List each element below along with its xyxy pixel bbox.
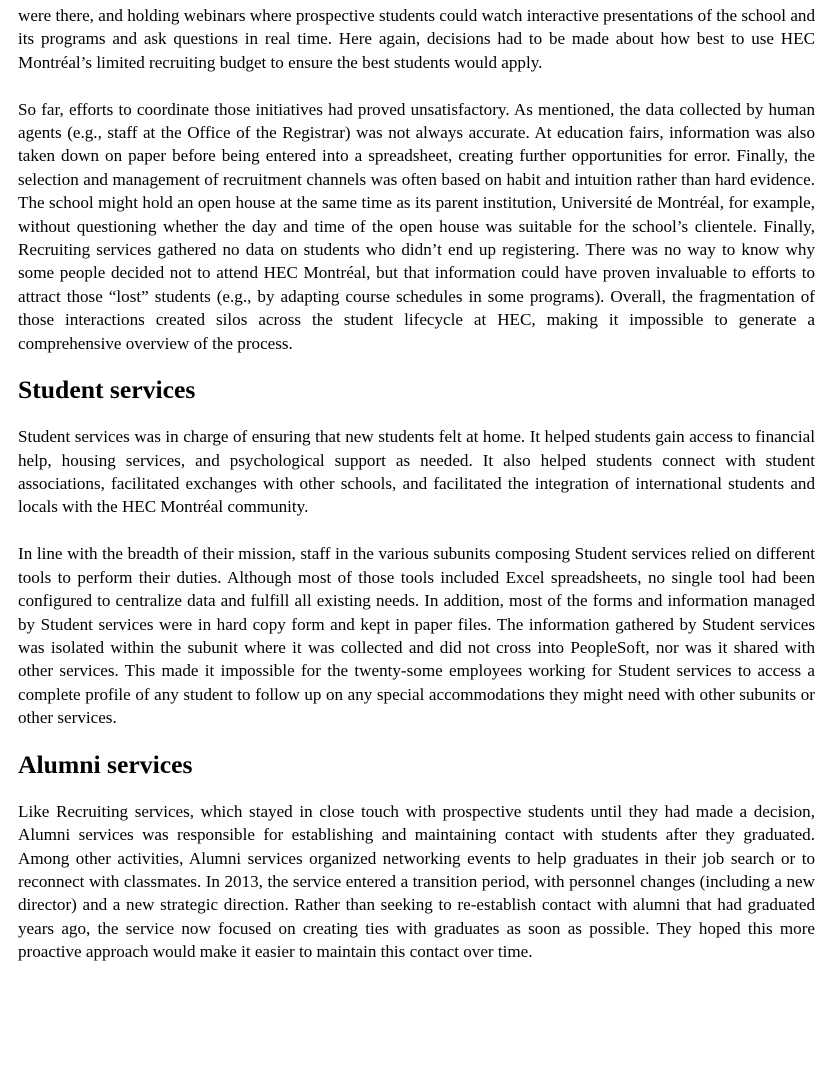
- paragraph-student-services-tools: In line with the breadth of their mission, staff in the various subunits composing Student services relied on different tools to perform their duties. Although most of those tools included Excel spreadsheets, no single tool had been configured to centralize data and fulfill all existing needs. In addition, most of the forms and information managed by Student services were in hard copy form and kept in paper files. The information gathered by Student services was isolated within the subunit where it was collected and did not cross into PeopleSoft, nor was it shared with other services. This made it impossible for the twenty-some employees working for Student services to access a complete profile of any student to follow up on any special accommodations they might need with other subunits or other services.: [18, 544, 815, 728]
- heading-student-services: Student services: [18, 375, 196, 405]
- paragraph-spacer: [18, 74, 815, 97]
- paragraph-recruiting-coordination: So far, efforts to coordinate those initiatives had proved unsatisfactory. As mentioned, the data collected by human agents (e.g., staff at the Office of the Registrar) was not always accurate. At education fairs, information was also taken down on paper before being entered into a spreadsheet, creating further opportunities for error. Finally, the selection and management of recruitment channels was often based on habit and intuition rather than hard evidence. The school might hold an open house at the same time as its parent institution, Université de Montréal, for example, without questioning whether the day and time of the open house was suitable for the school’s clientele. Finally, Recruiting services gathered no data on students who didn’t end up registering. There was no way to know why some people decided not to attend HEC Montréal, but that information could have proven invaluable to efforts to attract those “lost” students (e.g., by adapting course schedules in some programs). Overall, the fragmentation of those interactions created silos across the student lifecycle at HEC, making it impossible to generate a comprehensive overview of the process.: [18, 99, 815, 353]
- paragraph-recruiting-webinars: were there, and holding webinars where prospective students could watch interactive presentations of the school and its programs and ask questions in real time. Here again, decisions had to be made about how best to use HEC Montréal’s limited recruiting budget to ensure the best students would apply.: [18, 6, 815, 72]
- paragraph-spacer: [18, 776, 815, 799]
- paragraph-student-services-mission: Student services was in charge of ensuring that new students felt at home. It helped students gain access to financial help, housing services, and psychological support as needed. It also helped students connect with student associations, facilitated exchanges with other schools, and facilitated the integration of international students and locals with the HEC Montréal community.: [18, 427, 815, 517]
- paragraph-spacer: [18, 519, 815, 542]
- heading-alumni-services: Alumni services: [18, 749, 193, 779]
- paragraph-alumni-services-contact: Like Recruiting services, which stayed in close touch with prospective students until they had made a decision, Alumni services was responsible for establishing and maintaining contact with students after they graduated. Among other activities, Alumni services organized networking events to help graduates in their job search or to reconnect with classmates. In 2013, the service entered a transition period, with personnel changes (including a new director) and a new strategic direction. Rather than seeking to re-establish contact with alumni that had graduated years ago, the service now focused on creating ties with graduates as soon as possible. They hoped this more proactive approach would make it easier to maintain this contact over time.: [18, 801, 815, 962]
- paragraph-spacer: [18, 402, 815, 425]
